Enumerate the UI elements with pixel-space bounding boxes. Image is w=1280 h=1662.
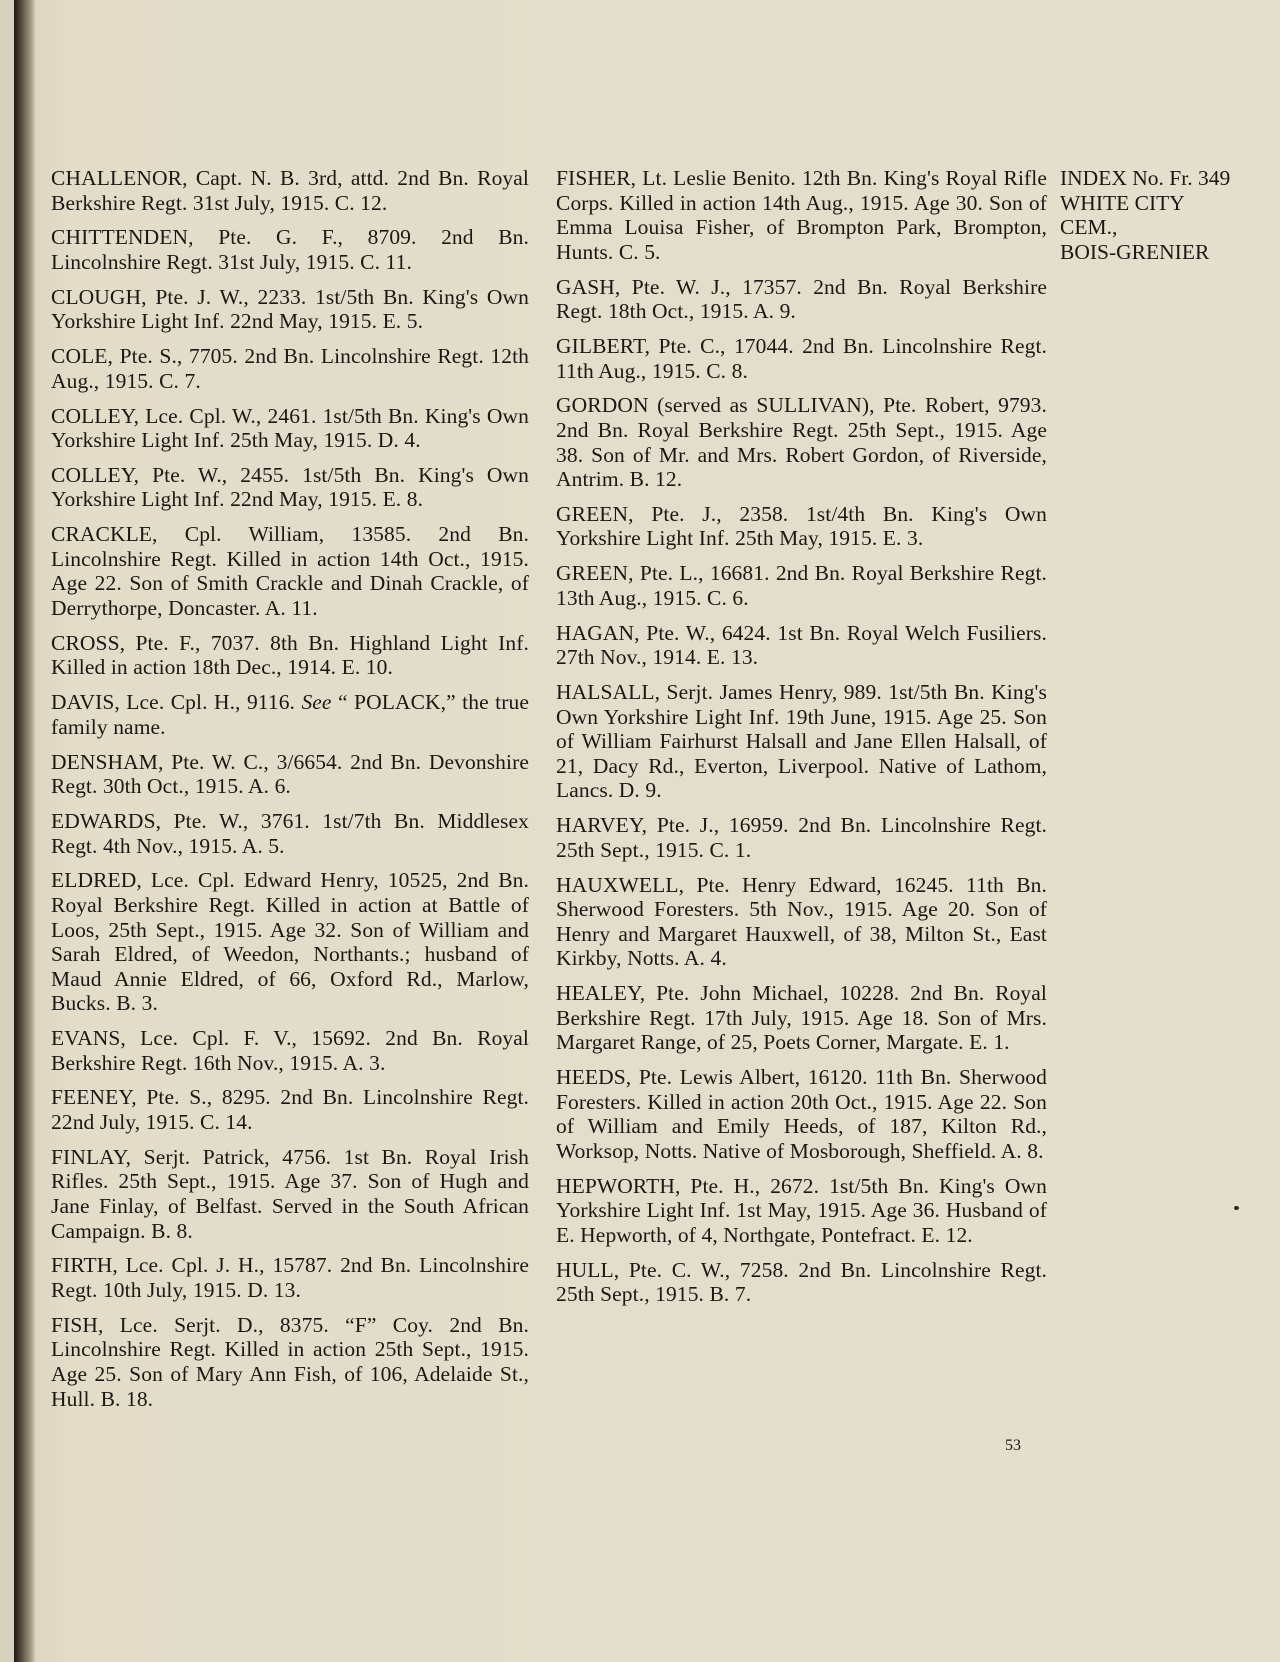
entry: EDWARDS, Pte. W., 3761. 1st/7th Bn. Middlesex Regt. 4th Nov., 1915. A. 5. — [51, 808, 529, 858]
entry: FISH, Lce. Serjt. D., 8375. “F” Coy. 2nd Bn. Lincolnshire Regt. Killed in action 25th Sept., 1915. Age 25. Son of Mary Ann Fish, of 106, Adelaide St., Hull. B. 18. — [51, 1312, 529, 1411]
entry: COLLEY, Pte. W., 2455. 1st/5th Bn. King's Own Yorkshire Light Inf. 22nd May, 1915. E. 8. — [51, 462, 529, 512]
entry: HEEDS, Pte. Lewis Albert, 16120. 11th Bn. Sherwood Foresters. Killed in action 20th Oct., 1915. Age 22. Son of William and Emily Heeds, of 187, Kilton Rd., Worksop, Notts. Native of Mosborough, Sheffield. A. 8. — [556, 1065, 1047, 1163]
entry: HAUXWELL, Pte. Henry Edward, 16245. 11th Bn. Sherwood Foresters. 5th Nov., 1915. Age 20. Son of Henry and Margaret Hauxwell, of 38, Milton St., East Kirkby, Notts. A. 4. — [556, 872, 1047, 971]
entry: HAGAN, Pte. W., 6424. 1st Bn. Royal Welch Fusiliers. 27th Nov., 1914. E. 13. — [556, 620, 1047, 670]
cemetery-index — [1060, 166, 1270, 264]
entry: CHITTENDEN, Pte. G. F., 8709. 2nd Bn. Lincolnshire Regt. 31st July, 1915. C. 11. — [51, 225, 529, 274]
see-reference: See — [301, 690, 332, 715]
entry: FINLAY, Serjt. Patrick, 4756. 1st Bn. Royal Irish Rifles. 25th Sept., 1915. Age 37. Son of Hugh and Jane Finlay, of Belfast. Served in the South African Campaign. B. 8. — [51, 1144, 529, 1243]
cemetery-location: BOIS-GRENIER — [1060, 239, 1210, 264]
entry: HEALEY, Pte. John Michael, 10228. 2nd Bn. Royal Berkshire Regt. 17th July, 1915. Age 18. Son of Mrs. Margaret Range, of 25, Poets Corner, Margate. E. 1. — [556, 981, 1047, 1055]
entry: GREEN, Pte. L., 16681. 2nd Bn. Royal Berkshire Regt. 13th Aug., 1915. C. 6. — [556, 561, 1047, 610]
entry: FISHER, Lt. Leslie Benito. 12th Bn. King's Royal Rifle Corps. Killed in action 14th Aug., 1915. Age 30. Son of Emma Louisa Fisher, of Brompton Park, Brompton, Hunts. C. 5. — [556, 166, 1047, 264]
left-column — [51, 166, 529, 1421]
entry-davis-rest: “ POLACK,” the true family name. — [51, 690, 529, 739]
entry: EVANS, Lce. Cpl. F. V., 15692. 2nd Bn. Royal Berkshire Regt. 16th Nov., 1915. A. 3. — [51, 1026, 529, 1075]
entry: HARVEY, Pte. J., 16959. 2nd Bn. Lincolnshire Regt. 25th Sept., 1915. C. 1. — [556, 813, 1047, 862]
entry: HALSALL, Serjt. James Henry, 989. 1st/5th Bn. King's Own Yorkshire Light Inf. 19th June, 1915. Age 25. Son of William Fairhurst Halsall and Jane Ellen Halsall, of 21, Dacy Rd., Everton, Liverpool. Native of Lathom, Lancs. D. 9. — [556, 680, 1047, 803]
right-column — [556, 166, 1047, 1317]
index-number: INDEX No. Fr. 349 — [1060, 166, 1231, 190]
entry: GREEN, Pte. J., 2358. 1st/4th Bn. King's Own Yorkshire Light Inf. 25th May, 1915. E. 3. — [556, 501, 1047, 551]
entry: HEPWORTH, Pte. H., 2672. 1st/5th Bn. King's Own Yorkshire Light Inf. 1st May, 1915. Age 36. Husband of E. Hepworth, of 4, Northgate, Pontefract. E. 12. — [556, 1173, 1047, 1247]
entry: FEENEY, Pte. S., 8295. 2nd Bn. Lincolnshire Regt. 22nd July, 1915. C. 14. — [51, 1085, 529, 1135]
entry: GILBERT, Pte. C., 17044. 2nd Bn. Lincolnshire Regt. 11th Aug., 1915. C. 8. — [556, 333, 1047, 383]
book-gutter — [14, 0, 36, 1662]
entry: ELDRED, Lce. Cpl. Edward Henry, 10525, 2nd Bn. Royal Berkshire Regt. Killed in action at Battle of Loos, 25th Sept., 1915. Age 32. Son of William and Sarah Eldred, of Weedon, Northants.; husband of Maud Annie Eldred, of 66, Oxford Rd., Marlow, Bucks. B. 3. — [51, 868, 529, 1016]
cemetery-abbrev: CEM., — [1060, 215, 1118, 240]
entry-davis — [51, 690, 529, 739]
entry-davis-start: DAVIS, Lce. Cpl. H., 9116. — [51, 690, 296, 715]
cemetery-name: WHITE CITY — [1060, 190, 1185, 215]
entry: GORDON (served as SULLIVAN), Pte. Robert, 9793. 2nd Bn. Royal Berkshire Regt. 25th Sept., 1915. Age 38. Son of Mr. and Mrs. Robert Gordon, of Riverside, Antrim. B. 12. — [556, 393, 1047, 492]
entry: DENSHAM, Pte. W. C., 3/6654. 2nd Bn. Devonshire Regt. 30th Oct., 1915. A. 6. — [51, 749, 529, 799]
entry: CLOUGH, Pte. J. W., 2233. 1st/5th Bn. King's Own Yorkshire Light Inf. 22nd May, 1915. E. 5. — [51, 284, 529, 334]
entry: HULL, Pte. C. W., 7258. 2nd Bn. Lincolnshire Regt. 25th Sept., 1915. B. 7. — [556, 1257, 1047, 1307]
entry: GASH, Pte. W. J., 17357. 2nd Bn. Royal Berkshire Regt. 18th Oct., 1915. A. 9. — [556, 274, 1047, 324]
entry: FIRTH, Lce. Cpl. J. H., 15787. 2nd Bn. Lincolnshire Regt. 10th July, 1915. D. 13. — [51, 1253, 529, 1302]
entry: CROSS, Pte. F., 7037. 8th Bn. Highland Light Inf. Killed in action 18th Dec., 1914. E. 10. — [51, 630, 529, 680]
entry: COLE, Pte. S., 7705. 2nd Bn. Lincolnshire Regt. 12th Aug., 1915. C. 7. — [51, 344, 529, 393]
entry: CHALLENOR, Capt. N. B. 3rd, attd. 2nd Bn. Royal Berkshire Regt. 31st July, 1915. C. 12. — [51, 166, 529, 215]
page-number: 53 — [1005, 1437, 1021, 1454]
ink-speck — [1234, 1206, 1239, 1210]
entry: COLLEY, Lce. Cpl. W., 2461. 1st/5th Bn. King's Own Yorkshire Light Inf. 25th May, 1915. D. 4. — [51, 403, 529, 453]
entry: CRACKLE, Cpl. William, 13585. 2nd Bn. Lincolnshire Regt. Killed in action 14th Oct., 1915. Age 22. Son of Smith Crackle and Dinah Crackle, of Derrythorpe, Doncaster. A. 11. — [51, 522, 529, 621]
